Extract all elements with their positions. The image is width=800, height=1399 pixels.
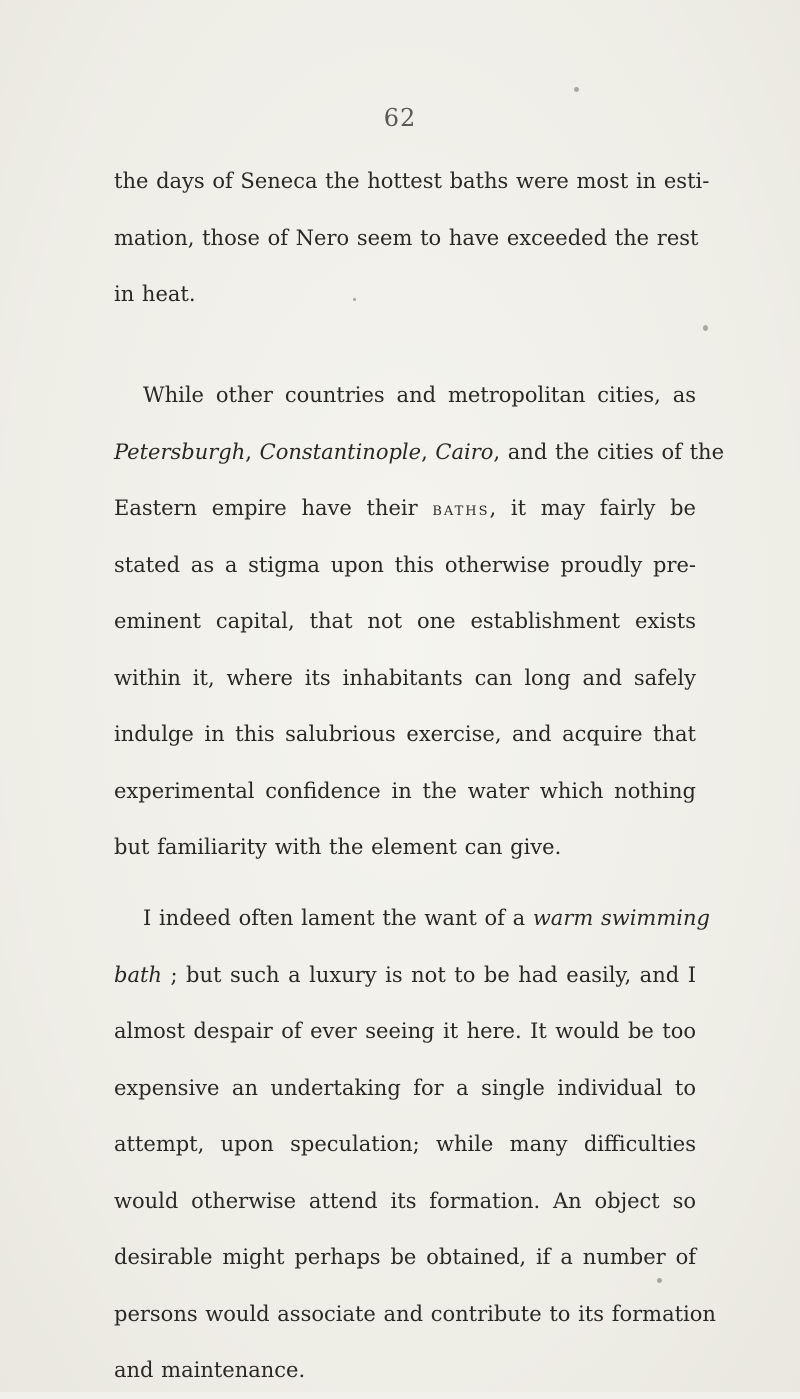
text-line: within it, where its inhabitants can long and safely — [114, 665, 696, 690]
city-name: Constantinople — [259, 439, 422, 464]
city-name: Cairo — [435, 439, 494, 464]
text-line: bath ; but such a luxury is not to be had easily, and I — [114, 962, 696, 987]
text-line: in heat. — [114, 282, 196, 306]
emphasis: bath — [114, 962, 162, 987]
text-line: expensive an undertaking for a single individual to — [114, 1075, 696, 1100]
text-line: I indeed often lament the want of a warm swimming — [143, 906, 710, 930]
text-line: but familiarity with the element can give. — [114, 835, 562, 859]
paragraph-2 — [114, 367, 725, 876]
text-line: and maintenance. — [114, 1358, 306, 1382]
paragraph-3 — [114, 890, 716, 1399]
text-line: almost despair of ever seeing it here. It would be too — [114, 1019, 696, 1043]
text-line: would otherwise attend its formation. An object so — [114, 1188, 696, 1213]
text-line: desirable might perhaps be obtained, if a number of — [114, 1245, 696, 1269]
text-line: Petersburgh, Constantinople, Cairo, and the cities of the — [114, 439, 725, 464]
text-line: Eastern empire have their baths, it may fairly be — [114, 496, 696, 520]
small-caps-word: baths — [432, 498, 490, 520]
print-speck — [574, 87, 579, 92]
text-line: While other countries and metropolitan cities, as — [143, 383, 696, 407]
emphasis: warm swimming — [532, 906, 710, 930]
page-number: 62 — [383, 104, 417, 132]
print-speck — [703, 325, 708, 331]
text-line: experimental confidence in the water which nothing — [114, 778, 696, 803]
text-line: persons would associate and contribute to its formation — [114, 1301, 716, 1326]
city-name: Petersburgh — [114, 439, 246, 464]
text-line: attempt, upon speculation; while many difficulties — [114, 1132, 696, 1156]
text-line: the days of Seneca the hottest baths were most in esti- — [114, 169, 710, 193]
text-line: stated as a stigma upon this otherwise proudly pre- — [114, 552, 696, 577]
paragraph-1 — [114, 153, 710, 323]
text-line: eminent capital, that not one establishment exists — [114, 609, 696, 633]
text-line: indulge in this salubrious exercise, and acquire that — [114, 722, 696, 746]
text-line: mation, those of Nero seem to have exceeded the rest — [114, 225, 699, 250]
